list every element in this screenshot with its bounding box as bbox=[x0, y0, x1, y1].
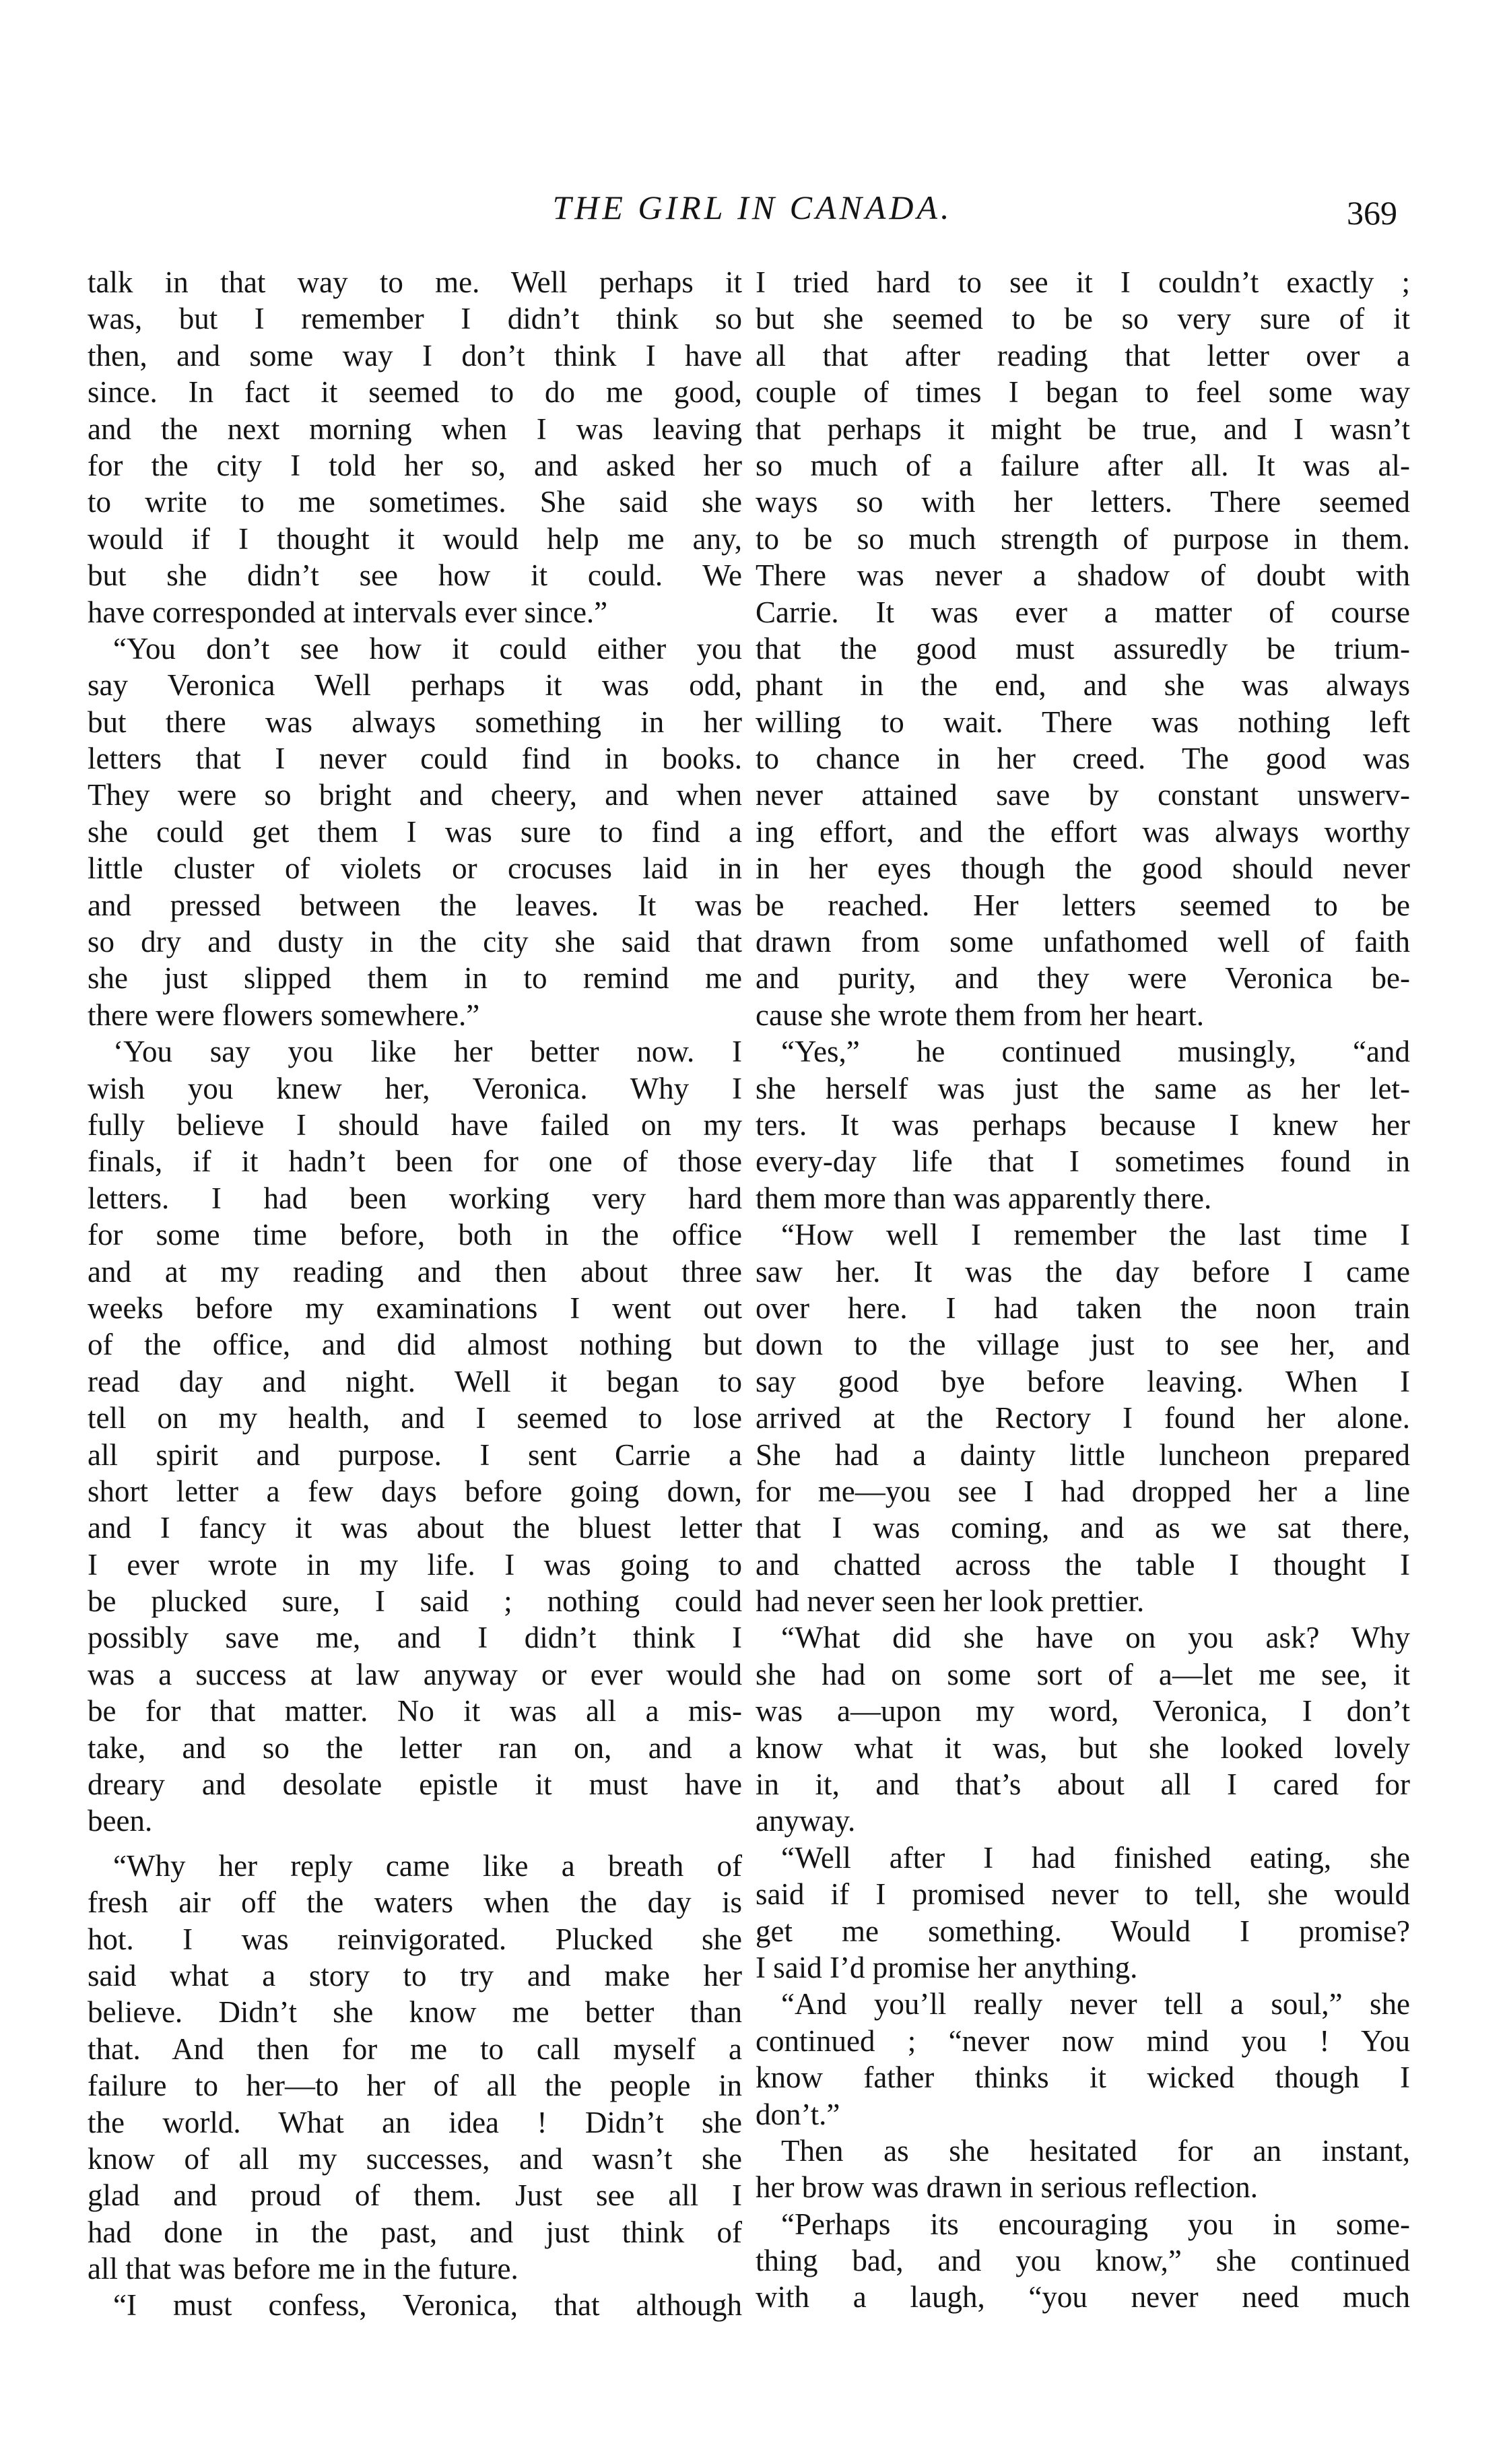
text-line: had done in the past, and just think of bbox=[88, 2215, 742, 2249]
text-line: “I must confess, Veronica, that although bbox=[113, 2288, 742, 2323]
text-line: her brow was drawn in serious reflection. bbox=[756, 2170, 1259, 2205]
text-line: for me—you see I had dropped her a line bbox=[756, 1474, 1410, 1508]
text-line: saw her. It was the day before I came bbox=[756, 1254, 1410, 1289]
text-line: They were so bright and cheery, and when bbox=[88, 778, 742, 812]
text-line: “Well after I had finished eating, she bbox=[781, 1840, 1410, 1875]
text-line: so dry and dusty in the city she said that bbox=[88, 925, 742, 959]
text-line: then, and some way I don’t think I have bbox=[88, 338, 742, 372]
text-line: that the good must assuredly be trium- bbox=[756, 631, 1410, 666]
text-line: them more than was apparently there. bbox=[756, 1181, 1212, 1215]
text-line: couple of times I began to feel some way bbox=[756, 375, 1410, 410]
text-line: fully believe I should have failed on my bbox=[88, 1107, 742, 1142]
text-line: and chatted across the table I thought I bbox=[756, 1547, 1410, 1582]
text-line: be for that matter. No it was all a mis- bbox=[88, 1694, 742, 1728]
text-line: for some time before, both in the office bbox=[88, 1218, 742, 1252]
text-line: but there was always something in her bbox=[88, 705, 742, 739]
text-line: wish you knew her, Veronica. Why I bbox=[88, 1071, 742, 1105]
text-line: failure to her—to her of all the people in bbox=[88, 2069, 742, 2103]
text-line: all that after reading that letter over a bbox=[756, 338, 1410, 372]
text-line: since. In fact it seemed to do me good, bbox=[88, 375, 742, 410]
text-line: Then as she hesitated for an instant, bbox=[781, 2133, 1410, 2168]
text-line: was, but I remember I didn’t think so bbox=[88, 302, 742, 336]
text-line: dreary and desolate epistle it must have bbox=[88, 1768, 742, 1802]
text-line: ‘You say you like her better now. I bbox=[113, 1035, 742, 1069]
text-line: she herself was just the same as her let- bbox=[756, 1071, 1410, 1105]
text-line: with a laugh, “you never need much bbox=[756, 2280, 1410, 2314]
running-title: THE GIRL IN CANADA. bbox=[552, 189, 953, 226]
text-line: ters. It was perhaps because I knew her bbox=[756, 1107, 1410, 1142]
text-line: continued ; “never now mind you ! You bbox=[756, 2023, 1410, 2058]
text-line: “Yes,” he continued musingly, “and bbox=[781, 1035, 1410, 1069]
text-line: know of all my successes, and wasn’t she bbox=[88, 2141, 742, 2176]
text-line: said what a story to try and make her bbox=[88, 1958, 742, 1992]
text-line: “Perhaps its encouraging you in some- bbox=[781, 2207, 1410, 2241]
text-line: in her eyes though the good should never bbox=[756, 851, 1410, 886]
text-line: but she seemed to be so very sure of it bbox=[756, 302, 1410, 336]
text-line: and at my reading and then about three bbox=[88, 1254, 742, 1289]
text-line: been. bbox=[88, 1804, 153, 1838]
text-line: hot. I was reinvigorated. Plucked she bbox=[88, 1922, 742, 1956]
text-line: cause she wrote them from her heart. bbox=[756, 998, 1204, 1032]
text-line: never attained save by constant unswerv- bbox=[756, 778, 1410, 812]
text-line: believe. Didn’t she know me better than bbox=[88, 1995, 742, 2030]
text-line: possibly save me, and I didn’t think I bbox=[88, 1621, 742, 1655]
text-line: “You don’t see how it could either you bbox=[113, 631, 742, 666]
text-line: say Veronica Well perhaps it was odd, bbox=[88, 668, 742, 703]
text-line: tell on my health, and I seemed to lose bbox=[88, 1401, 742, 1435]
text-line: she had on some sort of a—let me see, it bbox=[756, 1657, 1410, 1691]
text-line: of the office, and did almost nothing but bbox=[88, 1328, 742, 1362]
text-line: letters that I never could find in books. bbox=[88, 742, 742, 776]
text-line: short letter a few days before going down, bbox=[88, 1474, 742, 1508]
text-line: that. And then for me to call myself a bbox=[88, 2032, 742, 2066]
text-line: read day and night. Well it began to bbox=[88, 1364, 742, 1398]
text-line: was a—upon my word, Veronica, I don’t bbox=[756, 1694, 1410, 1728]
text-line: talk in that way to me. Well perhaps it bbox=[88, 265, 742, 299]
text-line: thing bad, and you know,” she continued bbox=[756, 2244, 1410, 2278]
left-text-column bbox=[88, 264, 742, 2324]
text-line: in it, and that’s about all I cared for bbox=[756, 1768, 1410, 1802]
text-line: anyway. bbox=[756, 1804, 856, 1838]
text-line: I tried hard to see it I couldn’t exactly ; bbox=[756, 265, 1410, 299]
text-line: know father thinks it wicked though I bbox=[756, 2061, 1410, 2095]
text-line: to chance in her creed. The good was bbox=[756, 742, 1410, 776]
text-line: “Why her reply came like a breath of bbox=[113, 1848, 742, 1883]
text-line: drawn from some unfathomed well of faith bbox=[756, 925, 1410, 959]
text-line: to be so much strength of purpose in them. bbox=[756, 521, 1410, 556]
text-line: letters. I had been working very hard bbox=[88, 1181, 742, 1215]
text-line: for the city I told her so, and asked her bbox=[88, 448, 742, 482]
text-line: I ever wrote in my life. I was going to bbox=[88, 1547, 742, 1582]
text-line: and the next morning when I was leaving bbox=[88, 412, 742, 446]
text-line: all spirit and purpose. I sent Carrie a bbox=[88, 1437, 742, 1472]
text-line: weeks before my examinations I went out bbox=[88, 1291, 742, 1325]
text-line: so much of a failure after all. It was al- bbox=[756, 448, 1410, 482]
text-line: that I was coming, and as we sat there, bbox=[756, 1511, 1410, 1545]
text-line: say good bye before leaving. When I bbox=[756, 1364, 1410, 1398]
text-line: finals, if it hadn’t been for one of those bbox=[88, 1144, 742, 1179]
text-line: over here. I had taken the noon train bbox=[756, 1291, 1410, 1325]
text-line: arrived at the Rectory I found her alone. bbox=[756, 1401, 1410, 1435]
text-line: she could get them I was sure to find a bbox=[88, 814, 742, 849]
text-line: have corresponded at intervals ever since.” bbox=[88, 595, 608, 629]
text-line: know what it was, but she looked lovely bbox=[756, 1730, 1410, 1765]
text-line: “And you’ll really never tell a soul,” she bbox=[781, 1987, 1410, 2021]
text-line: get me something. Would I promise? bbox=[756, 1914, 1410, 1948]
text-line: be reached. Her letters seemed to be bbox=[756, 888, 1410, 922]
page-number: 369 bbox=[1347, 194, 1397, 232]
text-line: ing effort, and the effort was always worthy bbox=[756, 814, 1410, 849]
text-line: and I fancy it was about the bluest letter bbox=[88, 1511, 742, 1545]
text-line: I said I’d promise her anything. bbox=[756, 1950, 1138, 1984]
text-line: there were flowers somewhere.” bbox=[88, 998, 480, 1032]
text-line: phant in the end, and she was always bbox=[756, 668, 1410, 703]
text-line: She had a dainty little luncheon prepared bbox=[756, 1437, 1410, 1472]
text-line: don’t.” bbox=[756, 2097, 840, 2131]
text-line: Carrie. It was ever a matter of course bbox=[756, 595, 1410, 629]
text-line: be plucked sure, I said ; nothing could bbox=[88, 1584, 742, 1619]
right-text-column bbox=[756, 264, 1410, 2316]
text-line: willing to wait. There was nothing left bbox=[756, 705, 1410, 739]
text-line: little cluster of violets or crocuses laid in bbox=[88, 851, 742, 886]
text-line: down to the village just to see her, and bbox=[756, 1328, 1410, 1362]
text-line: ways so with her letters. There seemed bbox=[756, 485, 1410, 519]
text-line: every-day life that I sometimes found in bbox=[756, 1144, 1410, 1179]
text-line: all that was before me in the future. bbox=[88, 2252, 519, 2286]
running-head bbox=[0, 181, 1505, 234]
text-line: would if I thought it would help me any, bbox=[88, 521, 742, 556]
text-line: the world. What an idea ! Didn’t she bbox=[88, 2105, 742, 2139]
text-line: that perhaps it might be true, and I wasn’t bbox=[756, 412, 1410, 446]
text-line: take, and so the letter ran on, and a bbox=[88, 1730, 742, 1765]
text-line: but she didn’t see how it could. We bbox=[88, 558, 742, 593]
text-line: she just slipped them in to remind me bbox=[88, 961, 742, 996]
text-line: was a success at law anyway or ever would bbox=[88, 1657, 742, 1691]
text-line: and purity, and they were Veronica be- bbox=[756, 961, 1410, 996]
text-line: There was never a shadow of doubt with bbox=[756, 558, 1410, 593]
text-line: “How well I remember the last time I bbox=[781, 1218, 1410, 1252]
text-line: and pressed between the leaves. It was bbox=[88, 888, 742, 922]
text-line: “What did she have on you ask? Why bbox=[781, 1621, 1410, 1655]
text-line: had never seen her look prettier. bbox=[756, 1584, 1145, 1619]
text-line: glad and proud of them. Just see all I bbox=[88, 2178, 742, 2213]
text-line: said if I promised never to tell, she would bbox=[756, 1877, 1410, 1912]
text-line: to write to me sometimes. She said she bbox=[88, 485, 742, 519]
text-line: fresh air off the waters when the day is bbox=[88, 1885, 742, 1920]
